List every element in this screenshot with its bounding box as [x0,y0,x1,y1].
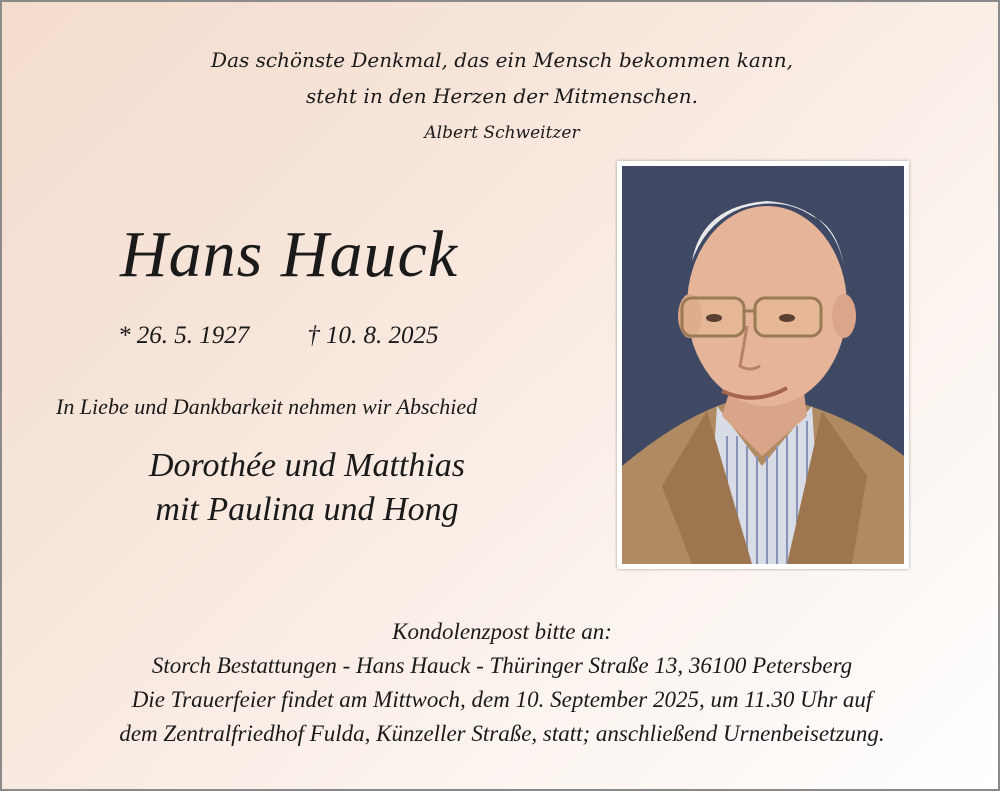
condolence-line-2: Storch Bestattungen - Hans Hauck - Thüringer Straße 13, 36100 Petersberg [151,653,853,678]
deceased-name: Hans Hauck [120,218,459,291]
portrait-photo [617,161,909,569]
condolence-line-1: Kondolenzpost bitte an: [392,619,612,644]
mourners-line-1: Dorothée und Matthias [148,447,466,484]
birth-date: * 26. 5. 1927 [118,322,250,349]
condolence-line-4: dem Zentralfriedhof Fulda, Künzeller Straße, statt; anschließend Urnenbeisetzung. [119,721,885,746]
quote [2,42,1000,114]
mourners-line-2: mit Paulina und Hong [155,491,459,528]
quote-line-2: steht in den Herzen der Mitmenschen. [306,84,698,108]
quote-line-1: Das schönste Denkmal, das ein Mensch bekommen kann, [211,48,793,72]
condolence-line-3: Die Trauerfeier findet am Mittwoch, dem 10. September 2025, um 11.30 Uhr auf [131,687,873,712]
portrait-illustration [622,166,904,564]
quote-author: Albert Schweitzer [424,123,580,143]
life-dates [118,322,439,350]
death-date: † 10. 8. 2025 [307,322,439,349]
condolence-info [2,615,1000,751]
farewell-text: In Liebe und Dankbarkeit nehmen wir Abschied [56,394,478,419]
mourners [42,444,572,532]
